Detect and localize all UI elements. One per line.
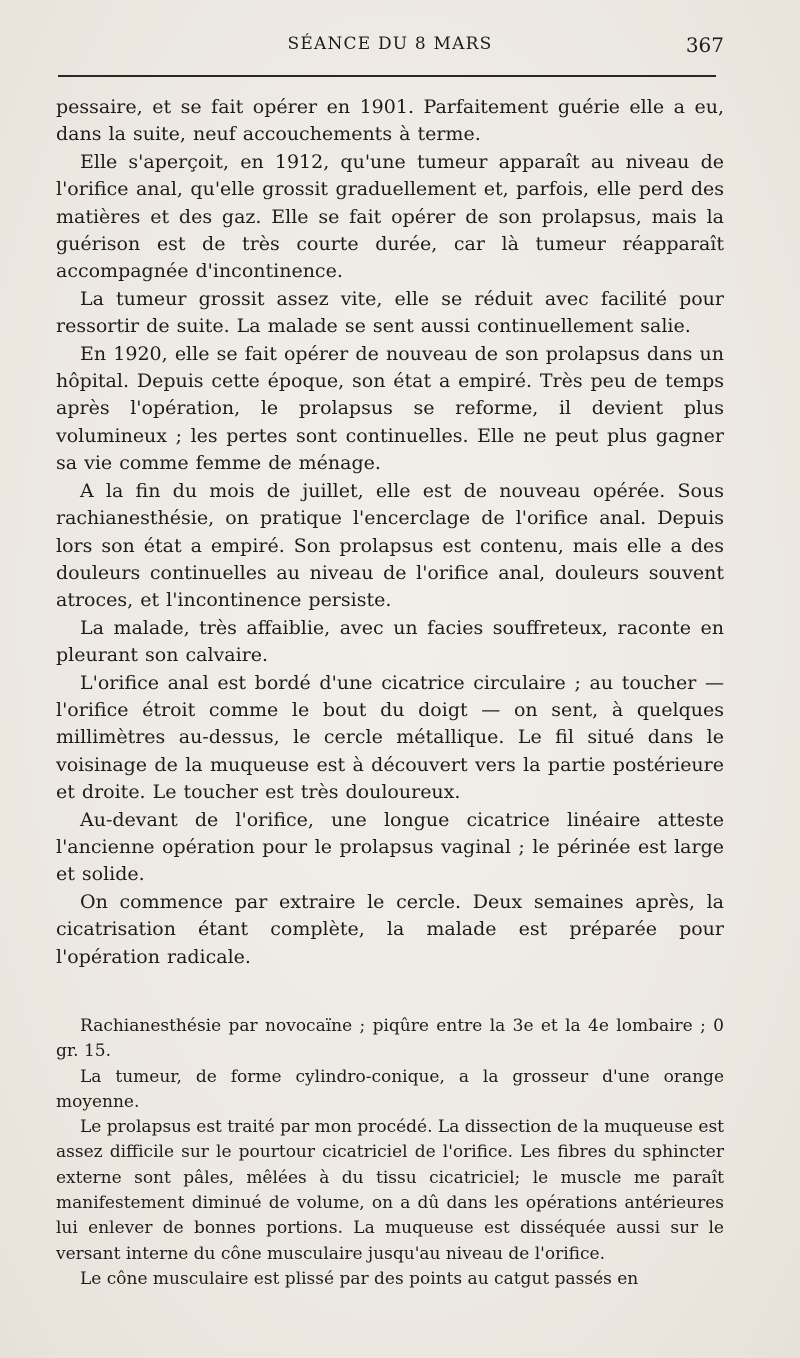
paragraph: La tumeur grossit assez vite, elle se réduit avec facilité pour ressortir de suite. La malade se sent aussi continuellement salie. xyxy=(56,287,724,338)
page-number: 367 xyxy=(685,33,724,57)
running-title: SÉANCE DU 8 MARS xyxy=(287,34,493,54)
note-paragraph: Rachianesthésie par novocaïne ; piqûre entre la 3e et la 4e lombaire ; 0 gr. 15. xyxy=(56,1016,724,1062)
note-paragraph: Le prolapsus est traité par mon procédé. La dissection de la muqueuse est assez difficile sur le pourtour cicatriciel de l'orifice. Les fibres du sphincter externe sont pâles, mêlées à du tissu cicatriciel; le muscle me paraît manifestement diminué de volume, on a dû dans les opérations antérieures lui enlever de bonnes portions. La muqueuse est disséquée aussi sur le versant interne du cône musculaire jusqu'au niveau de l'orifice. xyxy=(56,1117,724,1264)
paragraph: La malade, très affaiblie, avec un facies souffreteux, raconte en pleurant son calvaire. xyxy=(56,616,724,667)
main-text xyxy=(56,94,724,971)
paragraph: On commence par extraire le cercle. Deux semaines après, la cicatrisation étant complète, la malade est préparée pour l'opération radicale. xyxy=(56,890,724,968)
page-header xyxy=(56,34,724,62)
paragraph: Elle s'aperçoit, en 1912, qu'une tumeur apparaît au niveau de l'orifice anal, qu'elle grossit graduellement et, parfois, elle perd des matières et des gaz. Elle se fait opérer de son prolapsus, mais la guérison est de très courte durée, car là tumeur réapparaît accompagnée d'incontinence. xyxy=(56,150,724,283)
paragraph: pessaire, et se fait opérer en 1901. Parfaitement guérie elle a eu, dans la suite, neuf accouchements à terme. xyxy=(56,96,724,146)
operation-notes xyxy=(56,1014,724,1292)
note-paragraph: Le cône musculaire est plissé par des points au catgut passés en xyxy=(80,1268,639,1289)
paragraph: A la fin du mois de juillet, elle est de nouveau opérée. Sous rachianesthésie, on pratique l'encerclage de l'orifice anal. Depuis lors son état a empiré. Son prolapsus est contenu, mais elle a des douleurs continuelles au niveau de l'orifice anal, douleurs souvent atroces, et l'incontinence persiste. xyxy=(56,479,724,612)
paragraph: Au-devant de l'orifice, une longue cicatrice linéaire atteste l'ancienne opération pour le prolapsus vaginal ; le périnée est large et solide. xyxy=(56,808,724,886)
note-paragraph: La tumeur, de forme cylindro-conique, a la grosseur d'une orange moyenne. xyxy=(56,1066,724,1112)
paragraph: L'orifice anal est bordé d'une cicatrice circulaire ; au toucher — l'orifice étroit comme le bout du doigt — on sent, à quelques millimètres au-dessus, le cercle métallique. Le fil situé dans le voisinage de la muqueuse est à découvert vers la partie postérieure et droite. Le toucher est très douloureux. xyxy=(56,671,724,804)
paragraph: En 1920, elle se fait opérer de nouveau de son prolapsus dans un hôpital. Depuis cette époque, son état a empiré. Très peu de temps après l'opération, le prolapsus se reforme, il devient plus volumineux ; les pertes sont continuelles. Elle ne peut plus gagner sa vie comme femme de ménage. xyxy=(56,342,724,475)
header-rule xyxy=(58,75,716,77)
